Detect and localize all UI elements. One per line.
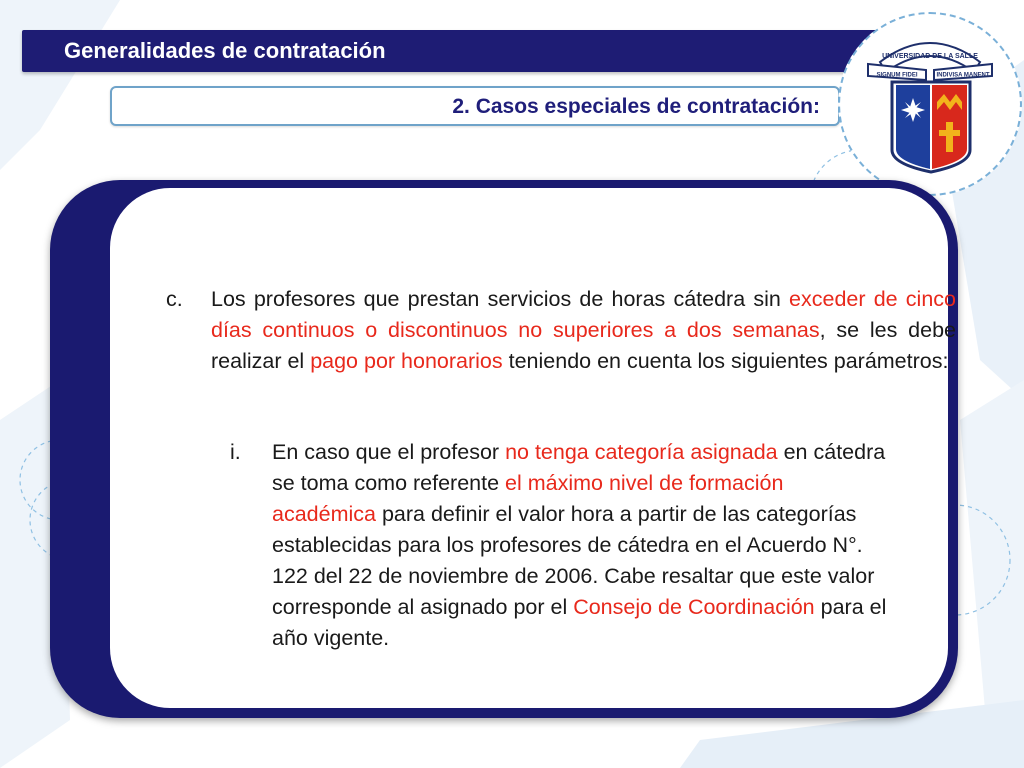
item-i-text: para el año vigente. (272, 595, 887, 650)
item-c-text: Los profesores que prestan servicios de horas cátedra sin (211, 287, 790, 311)
item-c-text: , se les debe realizar el (211, 318, 956, 373)
item-i-text: para definir el valor hora a partir de las categorías establecidas para los profesores de cátedra en el Acuerdo N°. 122 del 22 de noviembre de 2006. Cabe resaltar que este valor corresponde al asignado por el (272, 502, 875, 619)
logo-left-ribbon-text: SIGNUM FIDEI (876, 72, 918, 79)
item-c-text: teniendo en cuenta los siguientes parámetros: (502, 349, 949, 373)
list-marker: c. (166, 287, 183, 311)
item-i-text: En caso que el profesor (272, 440, 506, 464)
university-crest-icon (840, 14, 1020, 194)
title-bar (22, 30, 906, 72)
page-title: Generalidades de contratación (64, 38, 386, 63)
logo-top-banner-text: UNIVERSIDAD DE LA SALLE (882, 53, 978, 60)
content-panel (50, 180, 958, 718)
item-i-text: en cátedra se toma como referente (272, 440, 886, 495)
item-c-highlight: exceder de cinco días continuos o discontinuos no superiores a dos semanas (211, 287, 956, 342)
item-i-highlight: Consejo de Coordinación (573, 595, 815, 619)
content-card (110, 188, 956, 708)
item-i-highlight: no tenga categoría asignada (505, 440, 778, 464)
sub-list-item-i (230, 437, 892, 654)
university-logo (838, 12, 1022, 196)
section-subtitle: 2. Casos especiales de contratación: (452, 95, 820, 118)
item-i-highlight: el máximo nivel de formación académica (272, 471, 784, 526)
list-item-c (166, 284, 956, 377)
logo-right-ribbon-text: INDIVISA MANENT (936, 72, 990, 79)
sub-list-marker: i. (230, 440, 241, 464)
subtitle-box (110, 86, 840, 126)
item-c-highlight: pago por honorarios (310, 349, 503, 373)
